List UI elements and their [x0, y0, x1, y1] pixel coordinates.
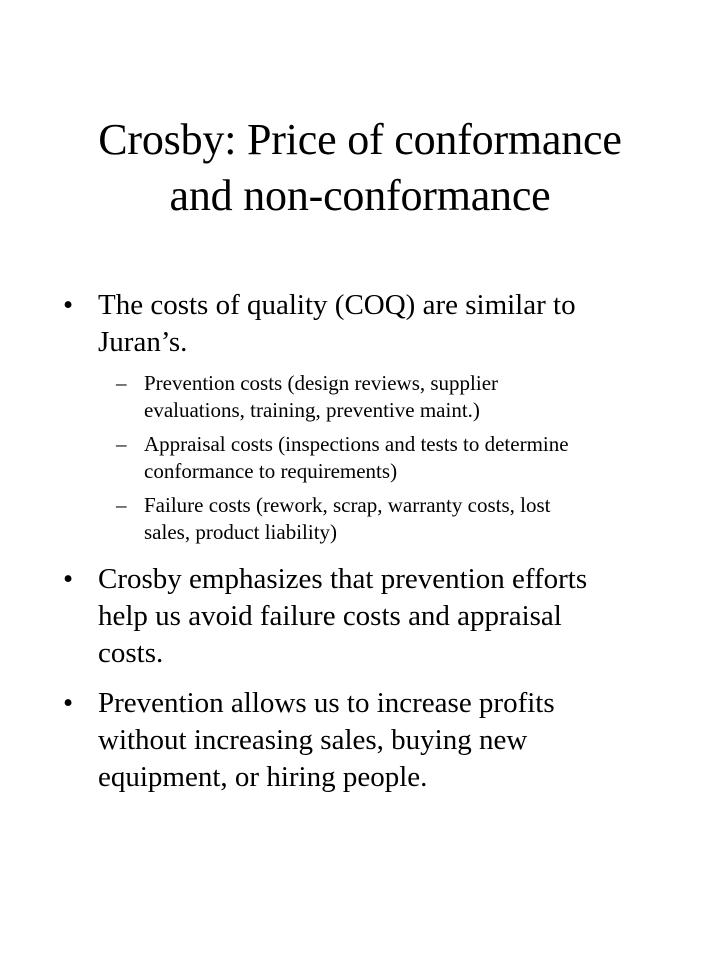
title-line: Crosby: Price of conformance — [98, 115, 622, 164]
bullet-text — [98, 685, 663, 796]
bullet-icon: • — [63, 563, 74, 595]
sub-bullet-item — [116, 492, 676, 546]
title-line: and non-conformance — [169, 171, 551, 220]
bullet-text-line: The costs of quality (COQ) are similar to — [98, 289, 576, 321]
bullet-item — [63, 561, 663, 672]
sub-bullet-item — [116, 370, 676, 424]
dash-icon: – — [116, 432, 127, 456]
bullet-icon: • — [63, 289, 74, 321]
sub-bullet-item — [116, 431, 676, 485]
bullet-text-line: help us avoid failure costs and appraisal — [98, 600, 562, 632]
bullet-text-line: Prevention allows us to increase profits — [98, 687, 555, 719]
bullet-item — [63, 287, 663, 361]
bullet-icon: • — [63, 687, 74, 719]
dash-icon: – — [116, 371, 127, 395]
slide-title — [40, 112, 680, 224]
bullet-text-line: Crosby emphasizes that prevention efforts — [98, 563, 588, 595]
bullet-text-line: Juran’s. — [98, 326, 188, 358]
sub-bullet-text-line: sales, product liability) — [144, 520, 338, 544]
sub-bullet-text — [144, 431, 676, 485]
bullet-text-line: without increasing sales, buying new — [98, 724, 528, 756]
bullet-text-line: costs. — [98, 637, 164, 669]
sub-bullet-text-line: Failure costs (rework, scrap, warranty costs, lost — [144, 493, 551, 517]
dash-icon: – — [116, 493, 127, 517]
sub-bullet-text-line: conformance to requirements) — [144, 459, 398, 483]
sub-bullet-text — [144, 370, 676, 424]
sub-bullet-text-line: Appraisal costs (inspections and tests to determine — [144, 432, 569, 456]
bullet-text-line: equipment, or hiring people. — [98, 761, 428, 793]
bullet-text — [98, 287, 663, 361]
bullet-text — [98, 561, 663, 672]
sub-bullet-text-line: Prevention costs (design reviews, supplier — [144, 371, 499, 395]
sub-bullet-text-line: evaluations, training, preventive maint.) — [144, 398, 480, 422]
sub-bullet-text — [144, 492, 676, 546]
bullet-item — [63, 685, 663, 796]
